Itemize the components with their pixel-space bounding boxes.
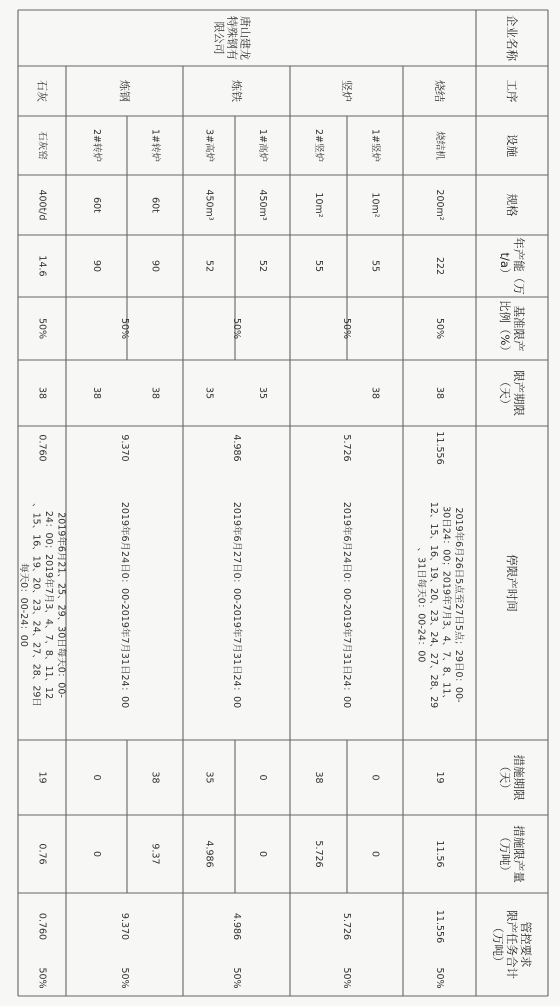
header-measure_period: [498, 755, 526, 801]
cell-process: 竖炉: [340, 80, 353, 102]
cell-stop-time-line: 30日24：00；2019年7月3、4、7、8、11、: [440, 506, 452, 704]
cell-ratio: 50%: [119, 317, 130, 340]
header-measure_period-line: （天）: [498, 760, 512, 795]
cell-measure-period: 19: [434, 771, 445, 784]
cell-capacity: 14.6: [36, 255, 48, 277]
cell-process: 炼铁: [230, 80, 243, 102]
cell-period: 38: [434, 386, 445, 400]
cell-control-total: 5.726: [341, 912, 352, 941]
header-ratio: [498, 300, 526, 357]
cell-capacity: 52: [203, 259, 215, 273]
cell-equipment: 石灰窑: [36, 131, 48, 160]
cell-task: 11.556: [434, 431, 445, 465]
cell-task: 4.986: [231, 434, 242, 462]
cell-ratio: 50%: [341, 317, 352, 340]
header-control_total-line: 管控要求: [519, 921, 533, 968]
header-period-line: 限产期限: [512, 370, 526, 416]
header-period-line: （天）: [498, 375, 512, 411]
company-name-line: 特殊钢有: [225, 16, 239, 60]
cell-equipment: 烧结机: [434, 131, 445, 160]
cell-stop-time-line: 、31日每天0：00-24：00: [415, 547, 427, 663]
header-capacity-line: t/a）: [498, 252, 512, 280]
header-capacity-line: 年产能（万: [512, 237, 526, 295]
cell-capacity: 222: [434, 256, 445, 276]
header-process: 工序: [505, 79, 519, 103]
cell-stop-time: [119, 502, 131, 708]
cell-measure-task: 9.37: [149, 843, 161, 865]
cell-spec: 400t/d: [36, 189, 48, 221]
cell-equipment: 1#高炉: [257, 128, 268, 163]
cell-measure-period: 0: [91, 774, 102, 781]
cell-capacity: 90: [149, 259, 161, 273]
header-measure_task-line: （万吨）: [498, 831, 512, 877]
cell-measure-task: 11.56: [434, 840, 445, 868]
cell-ratio: 50%: [434, 317, 445, 340]
cell-equipment: 2#转炉: [91, 128, 102, 163]
cell-process: 炼钢: [118, 80, 131, 102]
cell-task: 0.760: [36, 434, 48, 462]
cell-measure-period: 38: [313, 771, 324, 784]
cell-measure-task: 0: [91, 850, 102, 858]
header-period: [498, 370, 526, 416]
cell-control-total: 0.760: [36, 912, 48, 941]
header-spec: 规格: [505, 193, 519, 217]
cell-task: 9.370: [119, 434, 130, 462]
cell-equipment: 1#竖炉: [369, 128, 381, 163]
cell-stop-time-line: 2019年6月21、25、29、30日每天0：00-: [55, 512, 67, 698]
cell-measure-task: 0.76: [36, 843, 48, 865]
cell-spec: 450m³: [257, 189, 268, 221]
cell-stop-time-line: 2019年6月26日5点至27日5点；29日0：00-: [452, 507, 464, 703]
cell-period: 38: [369, 386, 381, 400]
cell-stop-time-line: 24：00；2019年7月3、4、7、8、11、12: [42, 510, 54, 700]
cell-spec: 10m²: [313, 192, 324, 218]
header-equipment: 设施: [505, 134, 519, 157]
company-name-line: 限公司: [212, 21, 226, 55]
cell-period: 35: [257, 386, 268, 400]
cell-measure-task: 5.726: [313, 840, 324, 868]
cell-capacity: 55: [369, 259, 381, 273]
cell-stop-time-line: 、15、16、19、20、23、24、27、28、29日: [30, 503, 42, 707]
cell-measure-period: 38: [149, 771, 161, 784]
company-name-line: 唐山建龙: [238, 16, 252, 60]
cell-measure-period: 35: [203, 771, 215, 784]
cell-period: 38: [91, 386, 102, 400]
cell-measure-task: 0: [369, 850, 381, 858]
header-ratio-line: 基准限产: [512, 305, 526, 352]
header-control_total-line: （万吨）: [491, 921, 505, 968]
cell-capacity: 55: [313, 259, 324, 273]
cell-measure-period: 0: [257, 774, 268, 781]
cell-overall-ratio: 50%: [341, 967, 352, 989]
company-name: [213, 16, 253, 60]
cell-measure-period: 0: [369, 774, 381, 781]
cell-spec: 200m²: [434, 189, 445, 221]
cell-control-total: 11.556: [434, 909, 445, 944]
cell-process: 石灰: [35, 80, 49, 102]
cell-process: 烧结: [433, 80, 446, 102]
cell-stop-time-line: 2019年6月27日0：00-2019年7月31日24：00: [231, 501, 242, 709]
cell-ratio: 50%: [231, 317, 242, 340]
cell-stop-time: [341, 502, 353, 708]
cell-stop-time-line: 12、15、16、19、20、23、24、27、28、29: [427, 501, 439, 709]
cell-stop-time-line: 2019年6月24日0：00-2019年7月31日24：00: [119, 501, 130, 709]
cell-capacity: 90: [91, 259, 102, 273]
cell-period: 35: [203, 386, 215, 400]
cell-measure-task: 4.986: [203, 840, 215, 868]
cell-task: 5.726: [341, 434, 352, 462]
cell-control-total: 9.370: [119, 912, 130, 941]
cell-control-total: 4.986: [231, 912, 242, 941]
header-control_total-line: 限产任务合计: [505, 910, 519, 979]
cell-stop-time: [231, 502, 243, 708]
cell-overall-ratio: 50%: [119, 967, 130, 989]
cell-stop-time-line: 每天0：00-24：00: [17, 563, 29, 647]
header-measure_task: [498, 825, 526, 883]
cell-measure-period: 19: [36, 771, 48, 784]
header-company: 企业名称: [505, 15, 519, 61]
cell-capacity: 52: [257, 259, 268, 273]
cell-overall-ratio: 50%: [434, 967, 445, 989]
cell-spec: 10m²: [369, 192, 381, 218]
cell-measure-task: 0: [257, 850, 268, 858]
header-stop_time: 停限产时间: [505, 554, 519, 612]
cell-spec: 60t: [91, 197, 102, 213]
header-ratio-line: 比例（%）: [498, 300, 512, 357]
cell-overall-ratio: 50%: [231, 967, 242, 989]
header-measure_period-line: 措施期限: [512, 754, 526, 801]
cell-equipment: 3#高炉: [203, 128, 215, 163]
cell-equipment: 1#转炉: [149, 128, 161, 163]
header-measure_task-line: 措施限产量: [512, 825, 526, 883]
cell-spec: 450m³: [203, 189, 215, 221]
cell-period: 38: [149, 386, 161, 400]
cell-ratio: 50%: [36, 317, 48, 340]
cell-period: 38: [36, 386, 48, 400]
cell-equipment: 2#竖炉: [313, 128, 324, 163]
cell-spec: 60t: [149, 197, 161, 213]
cell-stop-time-line: 2019年6月24日0：00-2019年7月31日24：00: [341, 501, 352, 709]
cell-overall-ratio: 50%: [36, 967, 48, 989]
